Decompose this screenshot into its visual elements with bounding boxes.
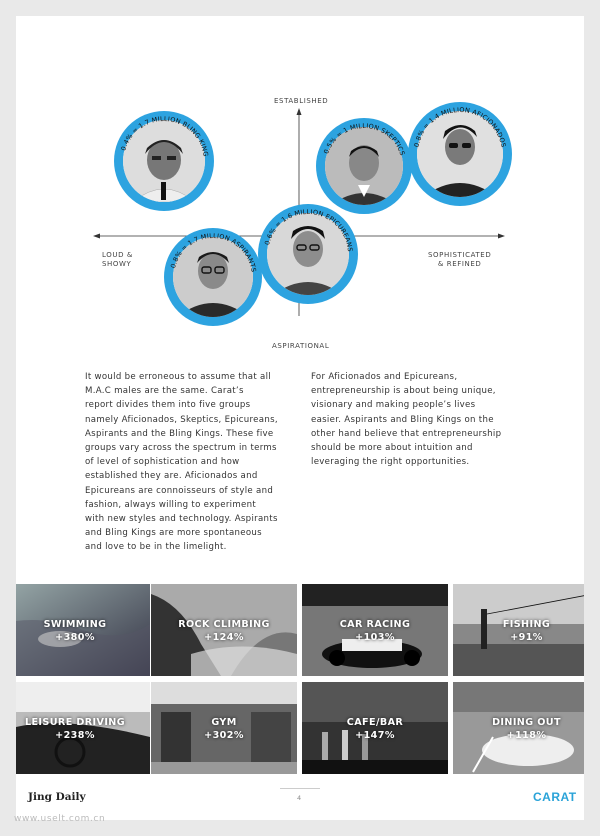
epicureans-caption: 0.6% = 1.6 MILLION EPICUREANS bbox=[263, 207, 354, 253]
tile-rock-climbing bbox=[151, 584, 297, 676]
tile-fishing bbox=[453, 584, 584, 676]
axis-label-right: SOPHISTICATED & REFINED bbox=[428, 251, 492, 268]
footer-rule bbox=[280, 788, 320, 789]
page-number: 4 bbox=[297, 794, 302, 802]
aspirants-caption: 0.8% = 1.7 MILLION ASPIRANTS bbox=[169, 231, 258, 273]
tile-swimming bbox=[16, 584, 150, 676]
tile-cafe-bar-name: CAFE/BAR bbox=[346, 717, 404, 728]
axis-label-left: LOUD & SHOWY bbox=[102, 251, 133, 268]
group-bling-king bbox=[114, 111, 214, 211]
tile-dining-out bbox=[453, 682, 584, 774]
svg-text:0.8% = 1.4 MILLION AFICIONADOS bbox=[413, 106, 508, 148]
svg-text:0.6% = 1.6 MILLION EPICUREANS bbox=[263, 208, 354, 252]
group-skeptics bbox=[316, 118, 412, 214]
tile-leisure-driving-value: +238% bbox=[55, 730, 95, 741]
axis-label-top: ESTABLISHED bbox=[274, 97, 329, 105]
axis-label-bottom: ASPIRATIONAL bbox=[272, 342, 330, 350]
page bbox=[16, 16, 584, 820]
svg-text:0.5% = 1 MILLION SKEPTICS bbox=[322, 122, 406, 157]
watermark: www.uselt.com.cn bbox=[14, 814, 106, 824]
group-epicureans bbox=[258, 204, 358, 304]
aficionados-caption: 0.8% = 1.4 MILLION AFICIONADOS bbox=[412, 105, 508, 149]
tile-fishing-name: FISHING bbox=[502, 619, 551, 630]
tile-gym-name: GYM bbox=[211, 717, 237, 728]
tile-car-racing-value: +103% bbox=[355, 632, 395, 643]
tile-car-racing-name: CAR RACING bbox=[339, 619, 411, 630]
body-text-right: For Aficionados and Epicureans, entrepreneurship is about being unique, visionary and making people’s lives easier. Aspirants and Bling Kings on the other hand believe that entrepreneurship should be more about intuition and leveraging the right opportunities. bbox=[311, 372, 502, 468]
svg-text:0.4% = 1.7 MILLION BLING KING bbox=[119, 115, 209, 157]
group-aficionados bbox=[408, 102, 512, 206]
tile-swimming-name: SWIMMING bbox=[43, 619, 107, 630]
jing-daily-logo: Jing Daily bbox=[28, 791, 86, 803]
tile-leisure-driving bbox=[16, 682, 150, 774]
bling-king-caption: 0.4% = 1.7 MILLION BLING KING bbox=[119, 114, 210, 158]
svg-text:0.8% = 1.7 MILLION ASPIRANTS bbox=[169, 232, 258, 273]
tile-cafe-bar-value: +147% bbox=[355, 730, 395, 741]
tile-gym-value: +302% bbox=[204, 730, 244, 741]
skeptics-caption: 0.5% = 1 MILLION SKEPTICS bbox=[322, 121, 407, 157]
tile-fishing-value: +91% bbox=[510, 632, 543, 643]
tile-leisure-driving-name: LEISURE DRIVING bbox=[24, 717, 126, 728]
tile-rock-climbing-value: +124% bbox=[204, 632, 244, 643]
tile-cafe-bar bbox=[302, 682, 448, 774]
tile-rock-climbing-name: ROCK CLIMBING bbox=[178, 619, 270, 630]
tile-swimming-value: +380% bbox=[55, 632, 95, 643]
tile-dining-out-value: +118% bbox=[506, 730, 547, 741]
group-aspirants bbox=[164, 228, 262, 326]
tile-car-racing bbox=[302, 584, 448, 676]
tile-gym bbox=[151, 682, 297, 774]
tile-dining-out-name: DINING OUT bbox=[492, 717, 561, 728]
body-text-left: It would be erroneous to assume that all M.A.C males are the same. Carat’s report divides them into five groups namely Aficionados, Skeptics, Epicureans, Aspirants and the Bling Kings. These five groups vary across the spectrum in terms of level of sophistication and how established they are. Aficionados and Epicureans are connoisseurs of style and fashion, always willing to experiment with new styles and technology. Aspirants and Bling Kings are more spontaneous and love to be in the limelight. bbox=[85, 372, 278, 553]
carat-logo: CARAT bbox=[533, 790, 577, 804]
